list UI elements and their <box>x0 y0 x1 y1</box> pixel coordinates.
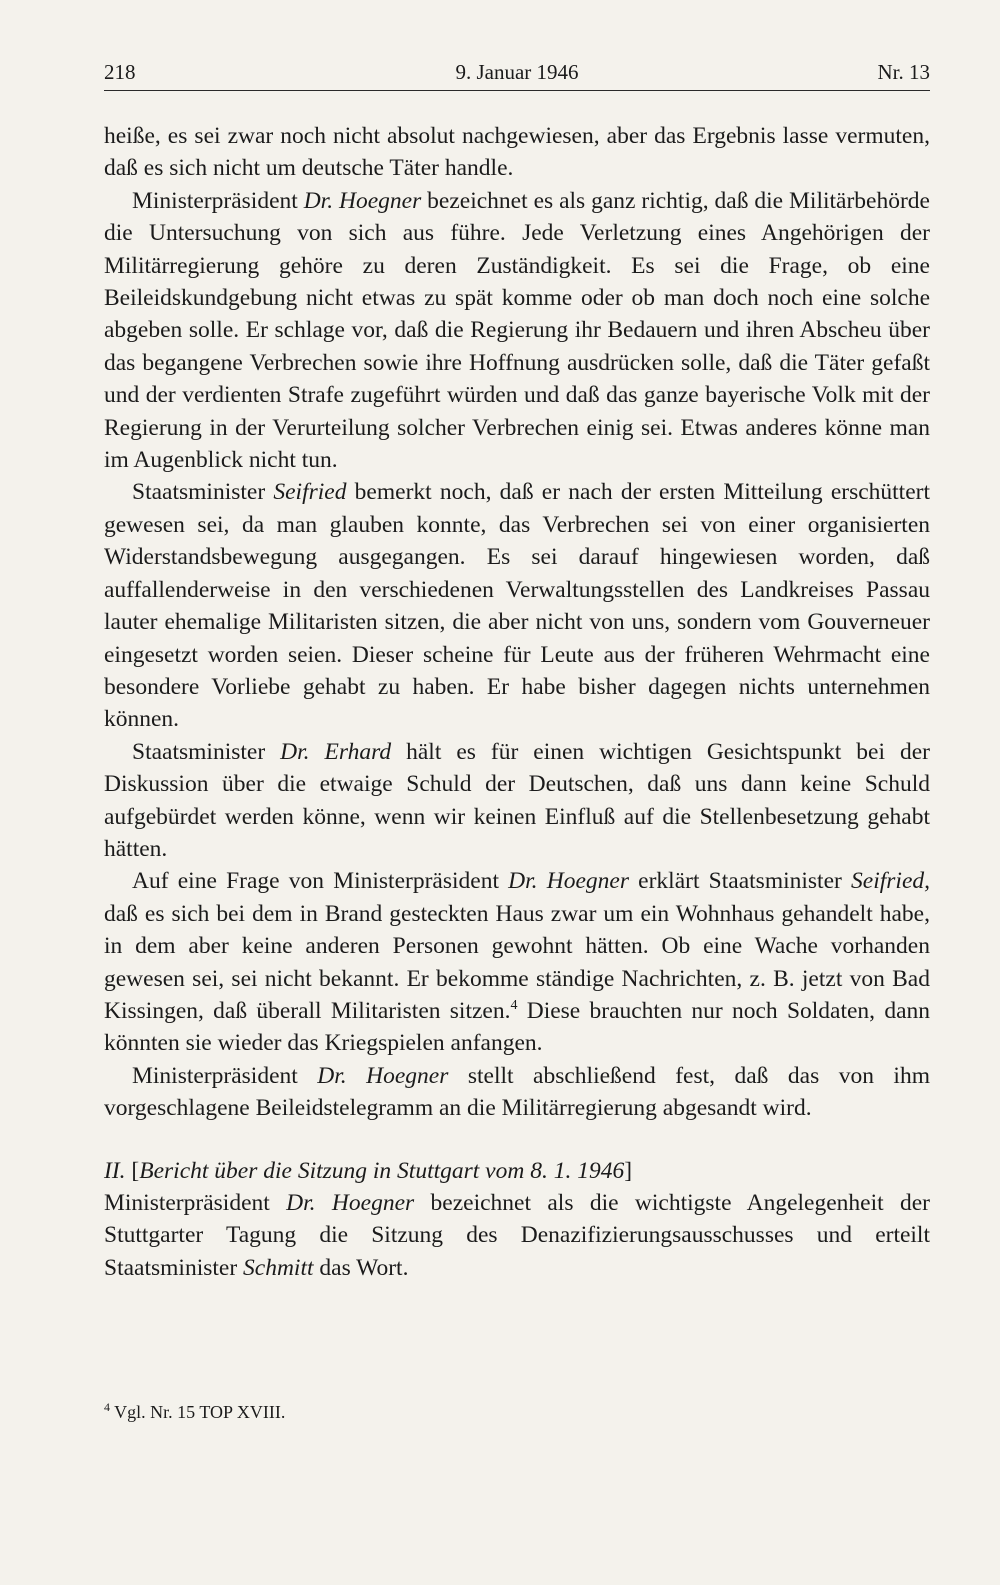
person-name: Dr. Hoegner <box>286 1190 415 1216</box>
paragraph-6 <box>104 1060 930 1125</box>
text-run: bezeichnet als die wichtigste Angelegenheit der Stuttgarter Tagung die Sitzung des Denazifizierungsausschusses und erteilt Staatsminister <box>104 1190 931 1281</box>
page-number: 218 <box>104 60 136 84</box>
text-run: Diese brauchten nur noch Soldaten, dann könnten sie wieder das Kriegspielen anfangen. <box>104 997 930 1057</box>
person-name: Seifried <box>273 479 347 506</box>
paragraph-1: heiße, es sei zwar noch nicht absolut nachgewiesen, aber das Ergebnis lasse vermuten, daß es sich nicht um deutsche Täter handle. <box>104 123 930 182</box>
bracket-open: [ <box>125 1157 140 1184</box>
person-name: Dr. Hoegner <box>317 1062 449 1089</box>
running-header <box>104 56 930 91</box>
body-text <box>104 120 930 1284</box>
footnote-reference[interactable]: 4 <box>510 998 518 1014</box>
paragraph-3 <box>104 476 930 735</box>
footnote-marker: 4 <box>104 1400 110 1414</box>
text-run: Auf eine Frage von Ministerpräsident <box>132 868 509 895</box>
text-run: Ministerpräsident <box>132 1062 318 1089</box>
person-name: Seifried, <box>851 868 930 895</box>
section-heading <box>104 1155 930 1187</box>
footnote-text: Vgl. Nr. 15 TOP XVIII. <box>110 1402 286 1422</box>
person-name: Schmitt <box>243 1254 314 1281</box>
section-title: Bericht über die Sitzung in Stuttgart vom 8. 1. 1946 <box>139 1157 625 1184</box>
person-name: Dr. Hoegner <box>303 187 422 214</box>
text-run: bezeichnet es als ganz richtig, daß die Militärbehörde die Untersuchung von sich aus führe. Jede Verletzung eines Angehörigen der Militärregierung gehöre zu deren Zuständigkeit. Es sei die Frage, ob eine Beileidskundgebung nicht etwas zu spät komme oder ob man doch noch eine solche abgeben solle. Er schlage vor, daß die Regierung ihr Bedauern und ihren Abscheu über das begangene Verbrechen sowie ihre Hoffnung ausdrücken solle, daß die Täter gefaßt und der verdienten Strafe zugeführt würden und daß das ganze bayerische Volk mit der Regierung in der Verurteilung solcher Verbrechen einig sei. Etwas anderes könne man im Augenblick nicht tun. <box>104 187 930 474</box>
paragraph-2 <box>104 185 930 477</box>
person-name: Dr. Hoegner <box>508 868 629 895</box>
text-run: erklärt Staatsminister <box>628 868 852 895</box>
text-run: das Wort. <box>313 1254 409 1281</box>
text-run: Staatsminister <box>132 479 274 506</box>
text-run: Ministerpräsident <box>104 1190 287 1216</box>
issue-number: Nr. 13 <box>877 60 930 84</box>
text-run: Staatsminister <box>132 738 281 765</box>
text-run: daß es sich bei dem in Brand gesteckten Haus zwar um ein Wohnhaus gehandelt habe, in dem aber keine anderen Personen gewohnt hätten. Ob eine Wache vorhanden gewesen sei, sei nicht bekannt. Er bekomme ständige Nachrichten, z. B. jetzt von Bad Kissingen, daß überall Militaristen sitzen. <box>104 900 930 1024</box>
footnote <box>104 1400 930 1424</box>
paragraph-4 <box>104 736 930 866</box>
text-run: Ministerpräsident <box>132 187 304 214</box>
header-date: 9. Januar 1946 <box>455 60 579 84</box>
text-run: hält es für einen wichtigen Gesichtspunkt bei der Diskussion über die etwaige Schuld der Deutschen, daß uns dann keine Schuld aufgebürdet werden könne, wenn wir keinen Einfluß auf die Stellenbesetzung gehabt hätten. <box>104 738 930 862</box>
section-number: II. <box>104 1157 126 1184</box>
text-run: stellt abschließend fest, daß das von ihm vorgeschlagene Beileidstelegramm an die Militärregierung abgesandt wird. <box>104 1062 930 1122</box>
text-run: bemerkt noch, daß er nach der ersten Mitteilung erschüttert gewesen sei, da man glauben konnte, das Verbrechen sei von einer organisierten Widerstandsbewegung ausgegangen. Es sei darauf hingewiesen worden, daß auffallenderweise in den verschiedenen Verwaltungsstellen des Landkreises Passau lauter ehemalige Militaristen sitzen, die aber nicht von uns, sondern vom Gouverneuer eingesetzt worden seien. Dieser scheine für Leute aus der früheren Wehrmacht eine besondere Vorliebe gehabt zu haben. Er habe bisher dagegen nichts unternehmen können. <box>104 479 930 733</box>
section-paragraph <box>104 1187 930 1284</box>
person-name: Dr. Erhard <box>280 738 392 765</box>
paragraph-5 <box>104 865 930 1059</box>
bracket-close: ] <box>624 1157 633 1184</box>
